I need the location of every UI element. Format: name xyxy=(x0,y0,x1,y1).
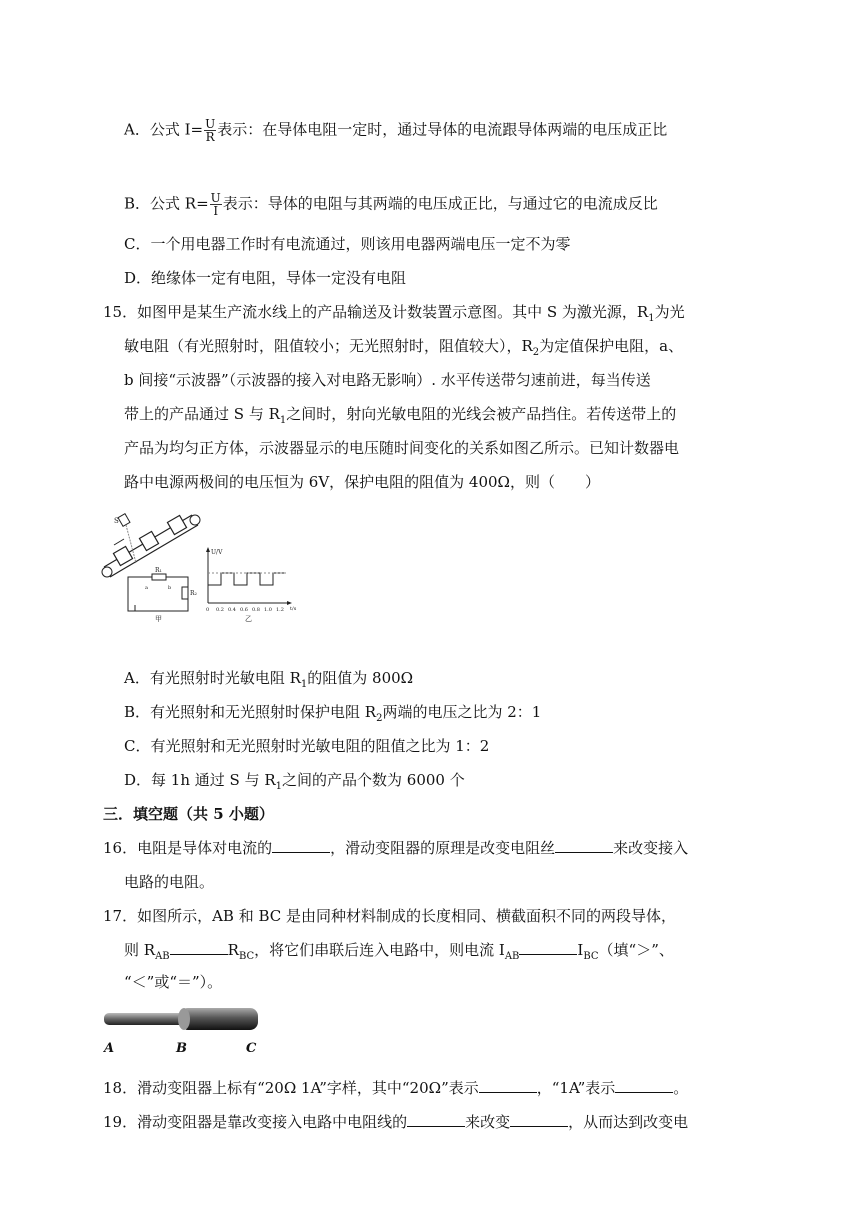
section-heading: 三．填空题（共 5 小题） xyxy=(103,805,274,823)
conveyor-belt xyxy=(102,514,200,577)
svg-text:0.2: 0.2 xyxy=(216,607,224,613)
label-a: A xyxy=(104,1041,115,1056)
answer-blank[interactable] xyxy=(272,838,330,853)
q15-line-1: 15．如图甲是某生产流水线上的产品输送及计数装置示意图。其中 S 为激光源，$R_1$为光 xyxy=(103,303,685,324)
q17-conductor-figure xyxy=(100,1004,270,1056)
plot-x-axis-label: t/s xyxy=(290,606,297,612)
q14-option-d: D．绝缘体一定有电阻，导体一定没有电阻 xyxy=(124,269,407,287)
q15-option-a: A．有光照射时光敏电阻 $R_1$的阻值为 800Ω xyxy=(124,669,414,690)
voltage-time-plot xyxy=(206,547,297,623)
q15-line-2: 敏电阻（有光照射时，阻值较小；无光照射时，阻值较大），$R_2$为定值保护电阻，a、 xyxy=(124,337,684,358)
answer-blank[interactable] xyxy=(170,940,228,955)
label-c: C xyxy=(246,1041,257,1056)
plot-y-axis-label: U/V xyxy=(211,549,223,556)
svg-text:1.0: 1.0 xyxy=(264,607,272,613)
q15-figure xyxy=(100,505,305,623)
q15-line-3: b 间接“示波器”（示波器的接入对电路无影响）. 水平传送带匀速前进，每当传送 xyxy=(124,371,651,389)
answer-blank[interactable] xyxy=(510,1112,568,1127)
svg-text:R₁: R₁ xyxy=(155,567,162,574)
svg-text:a: a xyxy=(145,585,148,591)
svg-text:b: b xyxy=(168,585,172,591)
figure-label-yi: 乙 xyxy=(245,615,252,623)
conductor-ab xyxy=(104,1013,186,1025)
svg-text:0.4: 0.4 xyxy=(228,607,236,613)
answer-blank[interactable] xyxy=(519,940,577,955)
q19-line: 19．滑动变阻器是靠改变接入电路中电阻线的 来改变 ，从而达到改变电 xyxy=(103,1113,689,1131)
q14-option-a: A．公式 I= $\frac{U}{R}$ 表示：在导体电阻一定时，通过导体的电流跟导体两端的电压成正比 xyxy=(124,117,668,144)
counter-circuit xyxy=(128,574,188,611)
answer-blank[interactable] xyxy=(479,1078,537,1093)
answer-blank[interactable] xyxy=(615,1078,673,1093)
q15-option-b: B．有光照射和无光照射时保护电阻 $R_2$两端的电压之比为 2：1 xyxy=(124,703,542,724)
svg-text:S: S xyxy=(114,517,119,525)
q18-line: 18．滑动变阻器上标有“20Ω 1A”字样，其中“20Ω”表示 ，“1A”表示 。 xyxy=(103,1079,689,1097)
svg-text:0: 0 xyxy=(206,607,210,613)
plot-ticks xyxy=(206,607,284,613)
q16-line-2: 电路的电阻。 xyxy=(124,873,215,891)
figure-label-jia: 甲 xyxy=(155,615,162,623)
fraction-u-over-r: $\frac{U}{R}$ xyxy=(205,117,216,144)
svg-text:R₂: R₂ xyxy=(190,590,197,597)
answer-blank[interactable] xyxy=(555,838,613,853)
answer-blank[interactable] xyxy=(407,1112,465,1127)
q15-line-5: 产品为均匀正方体，示波器显示的电压随时间变化的关系如图乙所示。已知计数器电 xyxy=(124,439,680,457)
conductor-bc xyxy=(180,1008,258,1030)
label-b: B xyxy=(176,1041,187,1056)
fraction-u-over-i: $\frac{U}{I}$ xyxy=(210,191,221,218)
q15-line-4: 带上的产品通过 S 与 $R_1$之间时，射向光敏电阻的光线会被产品挡住。若传送带上的 xyxy=(124,405,677,426)
svg-text:0.8: 0.8 xyxy=(252,607,260,613)
q15-option-c: C．有光照射和无光照射时光敏电阻的阻值之比为 1：2 xyxy=(124,737,490,755)
q14-option-c: C．一个用电器工作时有电流通过，则该用电器两端电压一定不为零 xyxy=(124,235,571,253)
q14-option-b: B．公式 R= $\frac{U}{I}$ 表示：导体的电阻与其两端的电压成正比，与通过它的电流成反比 xyxy=(124,191,658,218)
q17-line-1: 17．如图所示，AB 和 BC 是由同种材料制成的长度相同、横截面积不同的两段导体， xyxy=(103,907,677,925)
q15-line-6: 路中电源两极间的电压恒为 6V，保护电阻的阻值为 400Ω，则（ ） xyxy=(124,473,600,491)
q17-line-3: “＜”或“＝”）。 xyxy=(124,973,223,991)
svg-text:0.6: 0.6 xyxy=(240,607,248,613)
q17-line-2: 则 $R_{AB}$ $R_{BC}$，将它们串联后连入电路中，则电流 $I_{AB}$ $I_{BC}$（填“＞”、 xyxy=(124,941,674,962)
q15-option-d: D．每 1h 通过 S 与 $R_1$之间的产品个数为 6000 个 xyxy=(124,771,465,792)
q16-line-1: 16．电阻是导体对电流的 ，滑动变阻器的原理是改变电阻丝 来改变接入 xyxy=(103,839,689,857)
svg-text:1.2: 1.2 xyxy=(276,607,284,613)
